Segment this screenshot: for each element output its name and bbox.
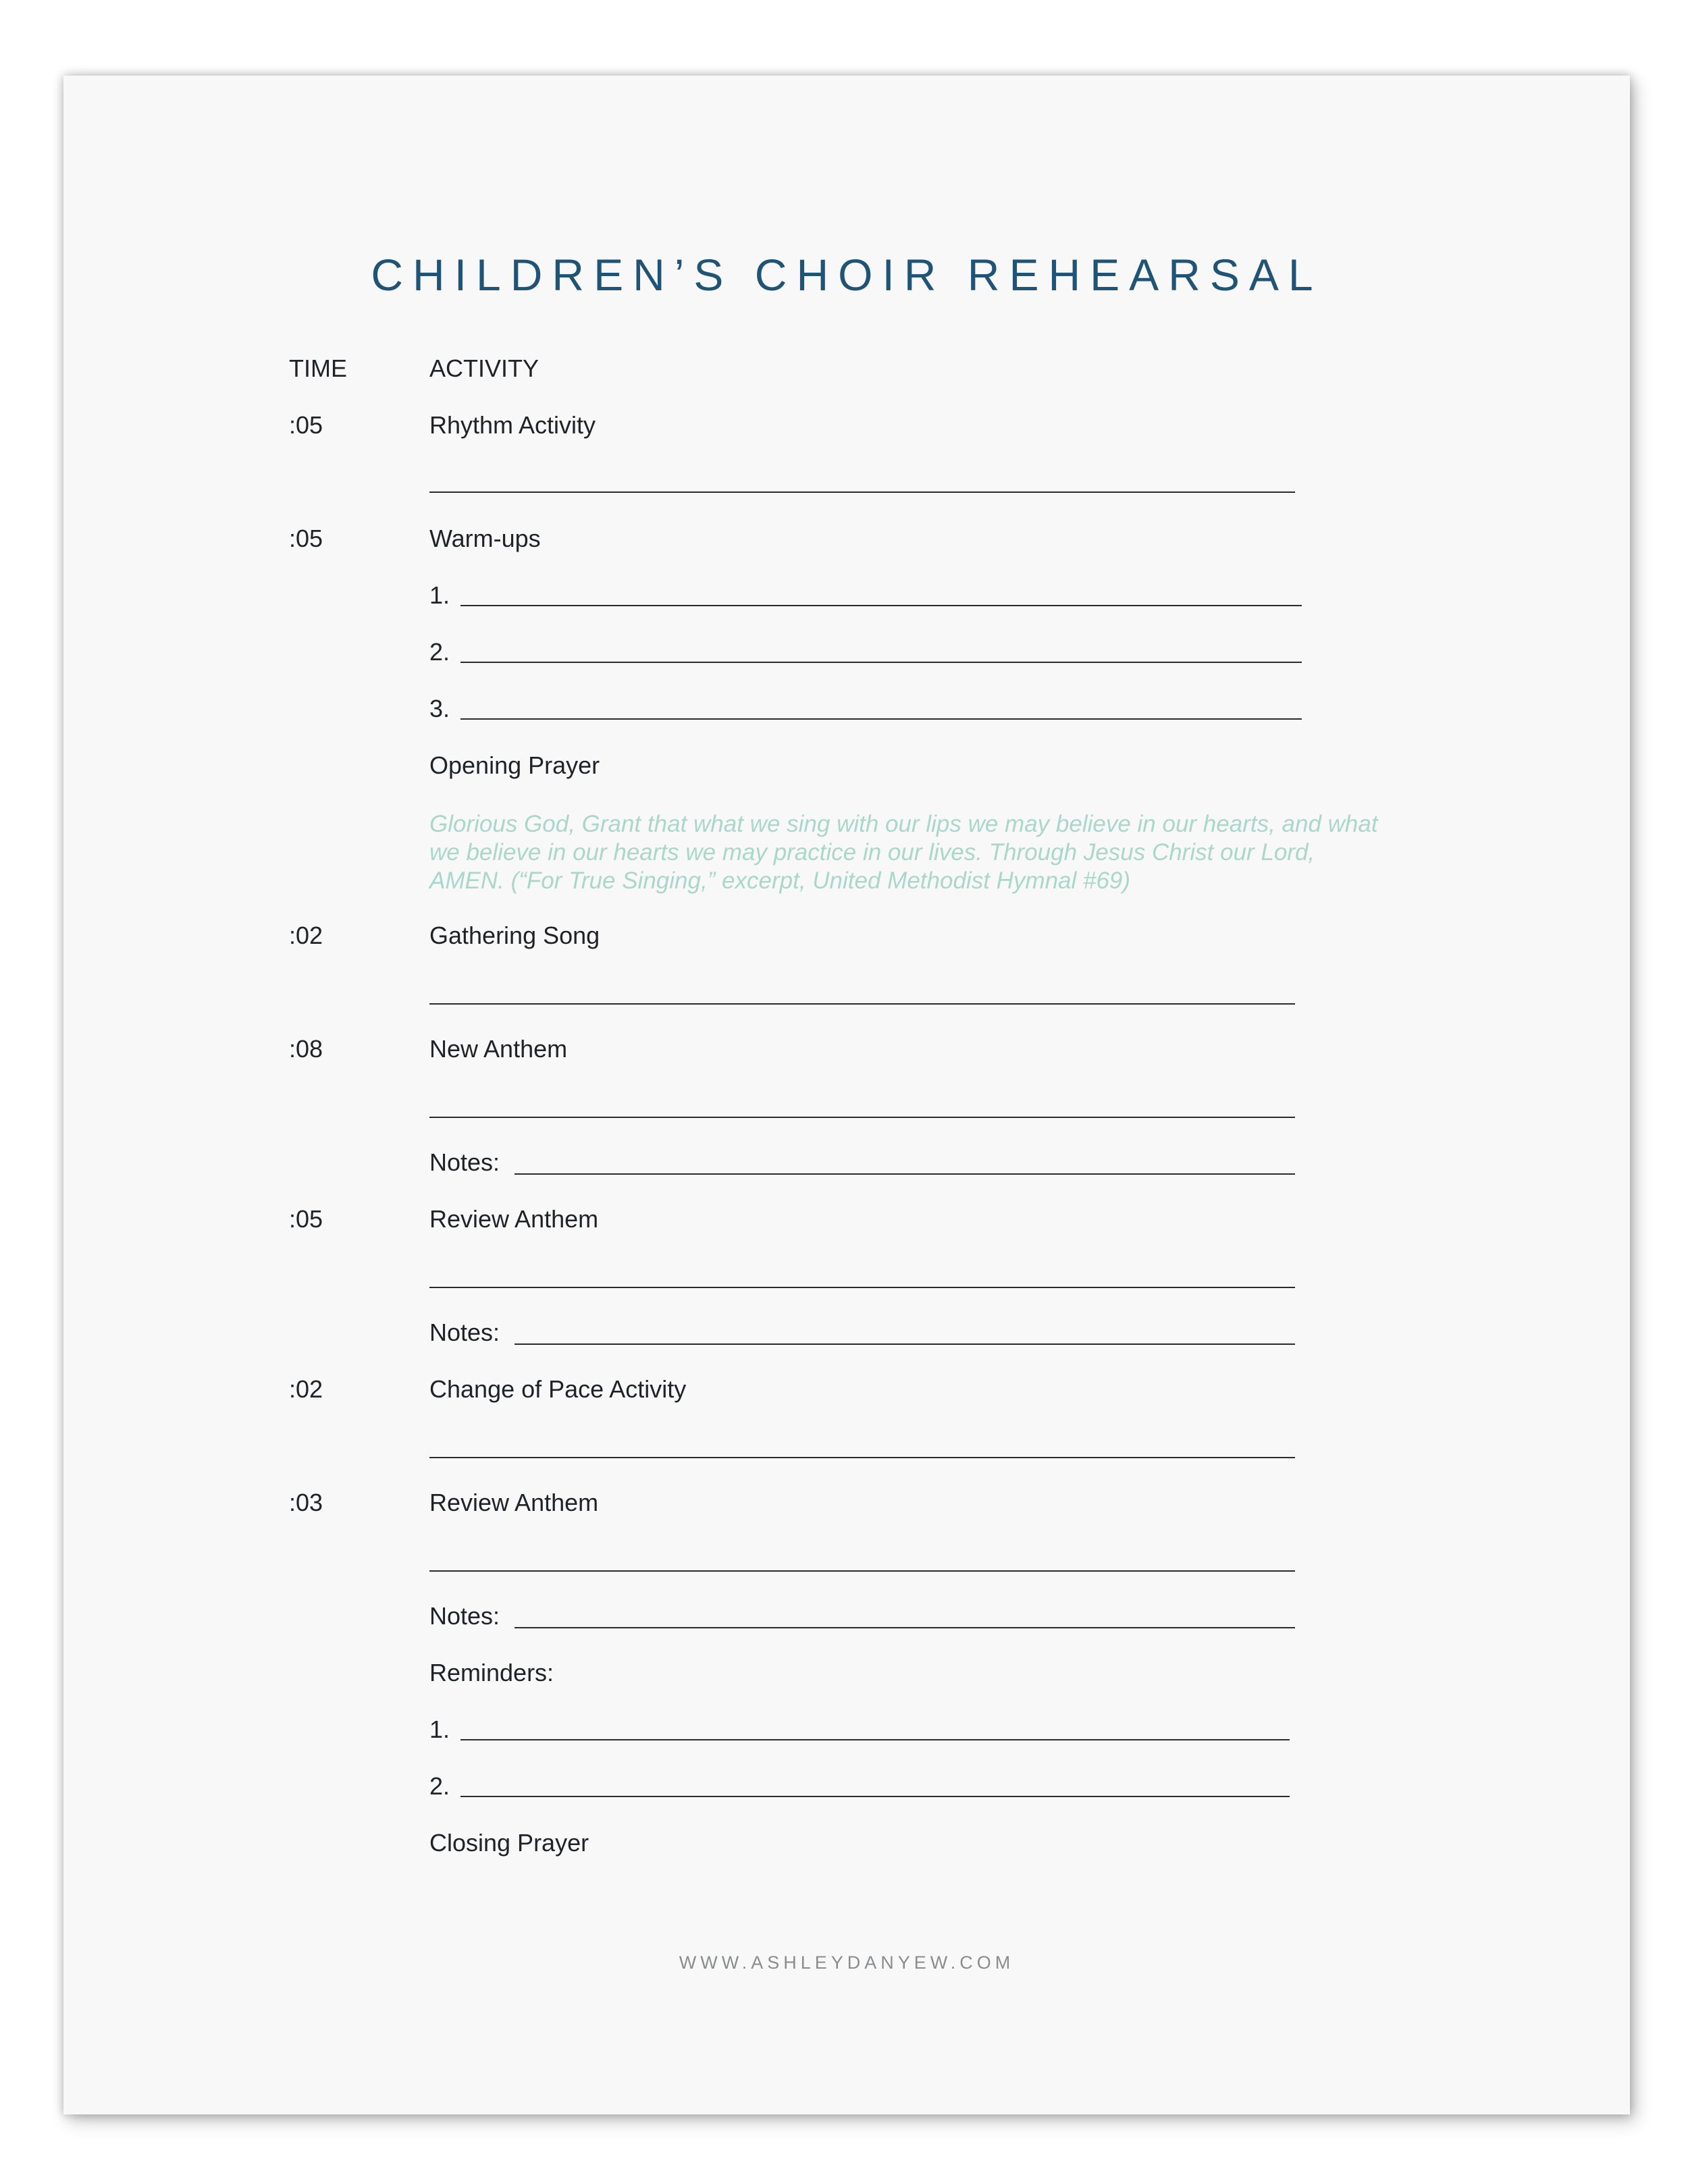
- warmup-item-1-label: 1.: [429, 581, 450, 609]
- reminder-item-1-label: 1.: [429, 1715, 450, 1743]
- reminder-item-2-line[interactable]: [460, 1796, 1290, 1797]
- change-of-pace-write-line[interactable]: [429, 1457, 1295, 1458]
- warmup-item-2-label: 2.: [429, 638, 450, 666]
- warmup-item-3-label: 3.: [429, 695, 450, 722]
- opening-prayer-label: Opening Prayer: [429, 751, 600, 779]
- review-anthem-1-notes-label: Notes:: [429, 1319, 500, 1346]
- rhythm-activity: Rhythm Activity: [429, 411, 596, 439]
- opening-prayer-text: Glorious God, Grant that what we sing with our lips we may believe in our hearts, and what we believe in our hearts we may practice in our lives. Through Jesus Christ our Lord, AMEN. (“For True Singing,” excerpt, United Methodist Hymnal #69): [429, 811, 1378, 894]
- reminder-item-1-line[interactable]: [460, 1739, 1290, 1740]
- page-title: CHILDREN’S CHOIR REHEARSAL: [371, 250, 1323, 300]
- time-header: TIME: [289, 354, 347, 382]
- new-anthem-notes-line[interactable]: [515, 1173, 1295, 1175]
- worksheet-page: [63, 76, 1630, 2114]
- warmup-item-1-line[interactable]: [460, 605, 1302, 606]
- review-anthem-2-notes-label: Notes:: [429, 1602, 500, 1630]
- change-of-pace-activity: Change of Pace Activity: [429, 1375, 687, 1403]
- footer-website: WWW.ASHLEYDANYEW.COM: [679, 1952, 1015, 1973]
- review-anthem-1-write-line[interactable]: [429, 1287, 1295, 1288]
- gathering-time: :02: [289, 922, 323, 949]
- reminders-label: Reminders:: [429, 1659, 554, 1686]
- new-anthem-time: :08: [289, 1035, 323, 1063]
- review-anthem-1-notes-line[interactable]: [515, 1343, 1295, 1345]
- reminder-item-2-label: 2.: [429, 1772, 450, 1800]
- review-anthem-2-notes-line[interactable]: [515, 1627, 1295, 1628]
- rhythm-time: :05: [289, 411, 323, 439]
- review-anthem-2-time: :03: [289, 1489, 323, 1516]
- new-anthem-write-line[interactable]: [429, 1117, 1295, 1118]
- review-anthem-1-activity: Review Anthem: [429, 1205, 599, 1233]
- rhythm-write-line[interactable]: [429, 491, 1295, 493]
- gathering-activity: Gathering Song: [429, 922, 600, 949]
- review-anthem-1-time: :05: [289, 1205, 323, 1233]
- warmup-item-3-line[interactable]: [460, 718, 1302, 720]
- new-anthem-notes-label: Notes:: [429, 1148, 500, 1176]
- review-anthem-2-write-line[interactable]: [429, 1570, 1295, 1572]
- new-anthem-activity: New Anthem: [429, 1035, 568, 1063]
- activity-header: ACTIVITY: [429, 354, 539, 382]
- closing-prayer-label: Closing Prayer: [429, 1829, 589, 1857]
- gathering-write-line[interactable]: [429, 1003, 1295, 1005]
- warmups-time: :05: [289, 525, 323, 552]
- review-anthem-2-activity: Review Anthem: [429, 1489, 599, 1516]
- change-of-pace-time: :02: [289, 1375, 323, 1403]
- warmups-activity: Warm-ups: [429, 525, 541, 552]
- warmup-item-2-line[interactable]: [460, 662, 1302, 663]
